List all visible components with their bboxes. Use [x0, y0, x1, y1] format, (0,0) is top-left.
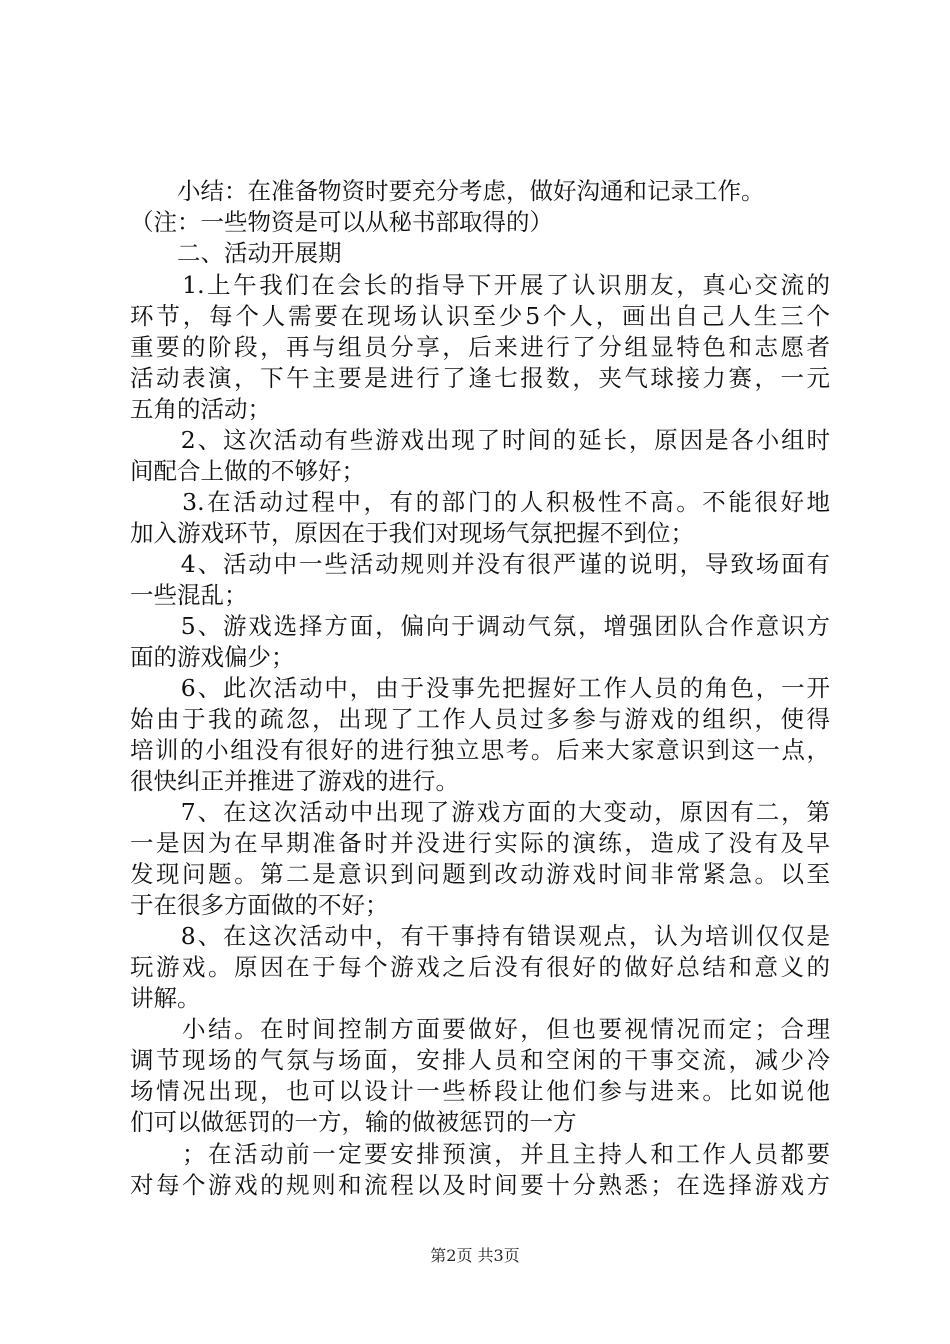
text-line: 环节，每个人需要在现场认识至少5个人，画出自己人生三个 [130, 302, 830, 330]
text-line: 面的游戏偏少； [130, 643, 295, 671]
text-line: 一是因为在早期准备时并没进行实际的演练，造成了没有及早 [130, 829, 830, 857]
text-line: 5、游戏选择方面，偏向于调动气氛，增强团队合作意识方 [130, 612, 830, 640]
text-line: 五角的活动； [130, 395, 271, 423]
text-line: 于在很多方面做的不好； [130, 891, 389, 919]
page-number-footer: 第2页 共3页 [430, 1246, 520, 1265]
text-line: 6、此次活动中，由于没事先把握好工作人员的角色，一开 [130, 674, 830, 702]
text-line: 对每个游戏的规则和流程以及时间要十分熟悉；在选择游戏方 [130, 1171, 830, 1199]
text-line: 始由于我的疏忽，出现了工作人员过多参与游戏的组织，使得 [130, 705, 830, 733]
text-line: 一些混乱； [130, 581, 248, 609]
text-line: 间配合上做的不够好； [130, 457, 365, 485]
text-line: 们可以做惩罚的一方，输的做被惩罚的一方 [130, 1108, 577, 1136]
text-line: 场情况出现，也可以设计一些桥段让他们参与进来。比如说他 [130, 1077, 830, 1105]
section-heading: 二、活动开展期 [130, 239, 342, 267]
text-line: 3.在活动过程中，有的部门的人积极性不高。不能很好地 [130, 488, 830, 516]
text-line: 调节现场的气氛与场面，安排人员和空闲的干事交流，减少冷 [130, 1046, 830, 1074]
text-line: 1.上午我们在会长的指导下开展了认识朋友，真心交流的 [130, 271, 830, 299]
text-line: ；在活动前一定要安排预演，并且主持人和工作人员都要 [130, 1140, 830, 1168]
text-line: 小结。在时间控制方面要做好，但也要视情况而定；合理 [130, 1015, 830, 1043]
text-line: 小结：在准备物资时要充分考虑，做好沟通和记录工作。 [130, 177, 765, 205]
text-line: 4、活动中一些活动规则并没有很严谨的说明，导致场面有 [130, 550, 830, 578]
text-line: 很快纠正并推进了游戏的进行。 [130, 767, 459, 795]
text-line: 发现问题。第二是意识到问题到改动游戏时间非常紧急。以至 [130, 860, 830, 888]
text-line: 讲解。 [130, 984, 201, 1012]
text-line: 玩游戏。原因在于每个游戏之后没有很好的做好总结和意义的 [130, 953, 830, 981]
text-line: 培训的小组没有很好的进行独立思考。后来大家意识到这一点， [130, 736, 830, 764]
text-line: 活动表演，下午主要是进行了逢七报数，夹气球接力赛，一元 [130, 364, 830, 392]
text-line: 8、在这次活动中，有干事持有错误观点，认为培训仅仅是 [130, 922, 830, 950]
text-line: 2、这次活动有些游戏出现了时间的延长，原因是各小组时 [130, 426, 830, 454]
text-line: 7、在这次活动中出现了游戏方面的大变动，原因有二，第 [130, 798, 830, 826]
text-line: 加入游戏环节，原因在于我们对现场气氛把握不到位； [130, 519, 694, 547]
text-line: 重要的阶段，再与组员分享，后来进行了分组显特色和志愿者 [130, 333, 830, 361]
text-line: （注：一些物资是可以从秘书部取得的） [130, 208, 553, 236]
